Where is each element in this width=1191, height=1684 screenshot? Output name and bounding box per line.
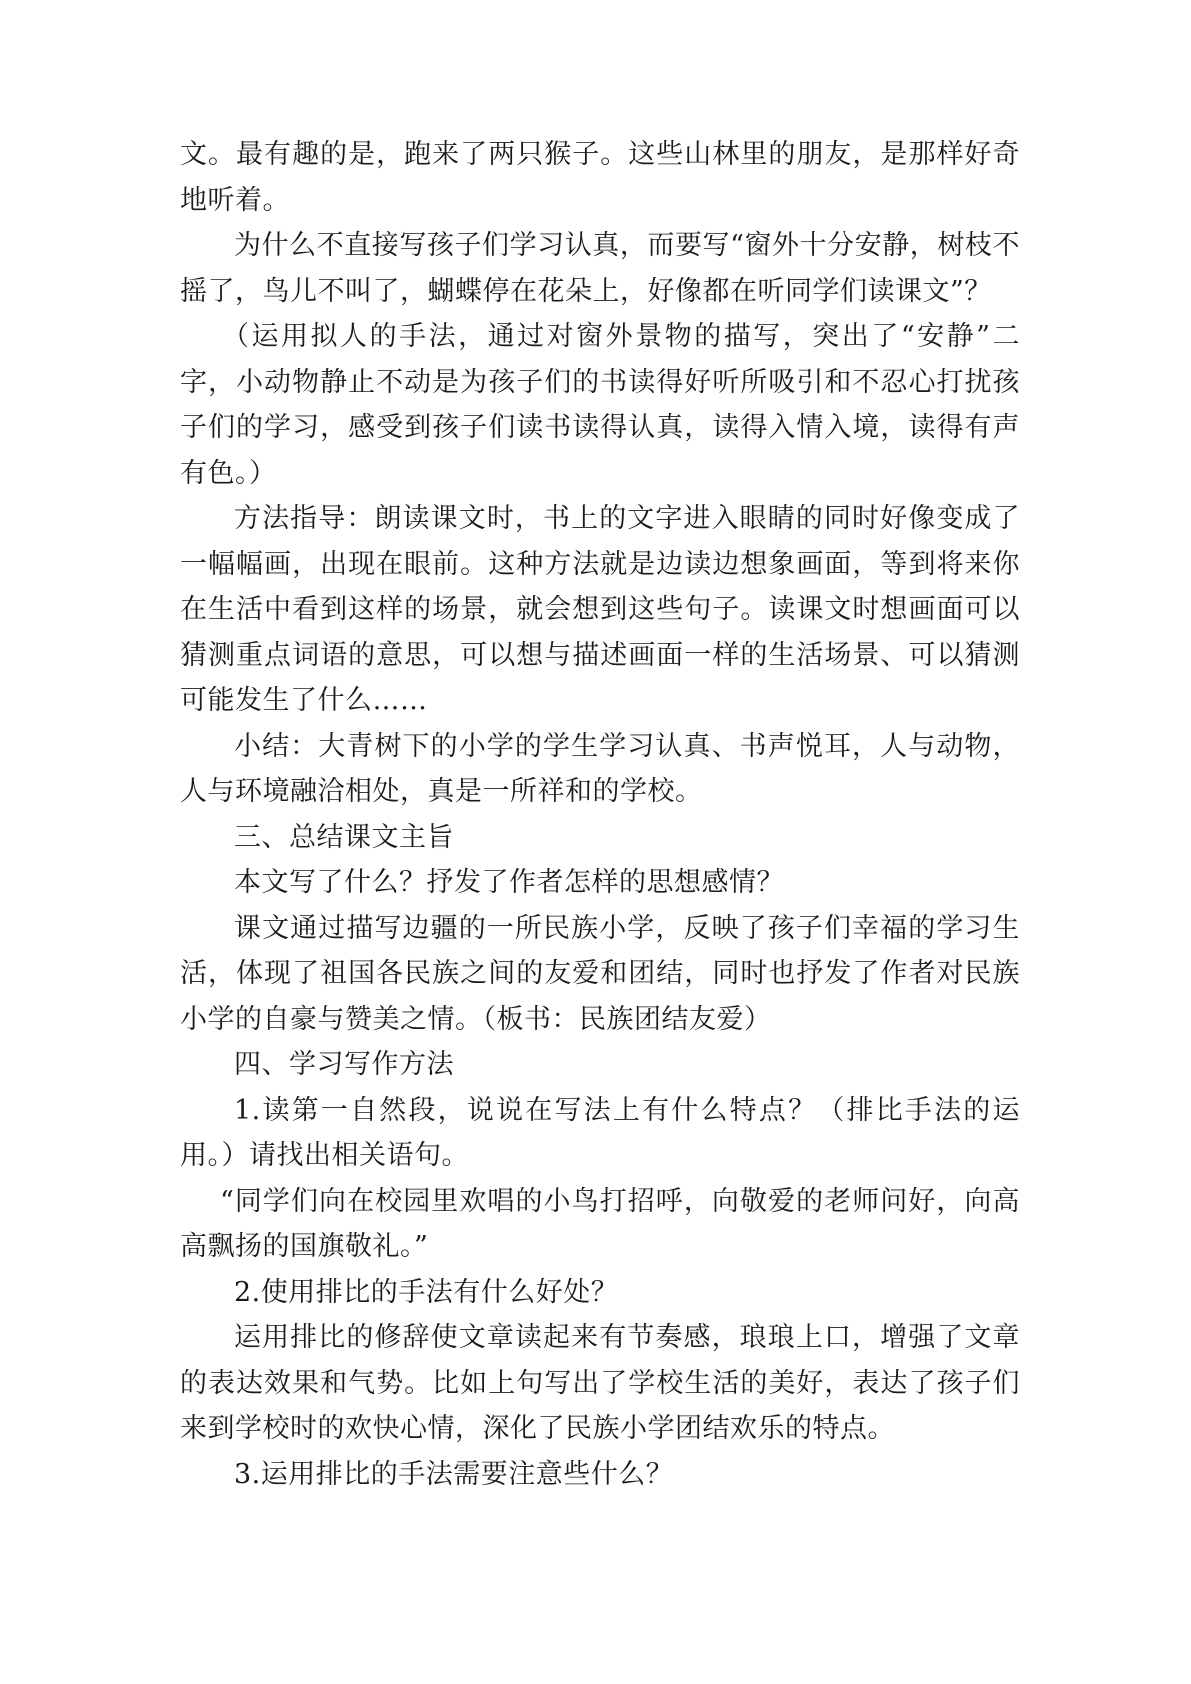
paragraph-item-2-answer: 运用排比的修辞使文章读起来有节奏感，琅琅上口，增强了文章的表达效果和气势。比如上句写出了学校生活的美好，表达了孩子们来到学校时的欢快心情，深化了民族小学团结欢乐的特点。 [180,1322,1020,1444]
document-page [180,132,1020,1497]
section-heading-4: 四、学习写作方法 [234,1049,454,1080]
section-heading-3: 三、总结课文主旨 [234,821,454,853]
paragraph-summary: 小结：大青树下的小学的学生学习认真、书声悦耳，人与动物，人与环境融洽相处，真是一所祥和的学校。 [180,730,1020,807]
paragraph-method-guidance: 方法指导：朗读课文时，书上的文字进入眼睛的同时好像变成了一幅幅画，出现在眼前。这种方法就是边读边想象画面，等到将来你在生活中看到这样的场景，就会想到这些句子。读课文时想画面可以猜测重点词语的意思，可以想与描述画面一样的生活场景、可以猜测可能发生了什么…… [180,503,1020,716]
paragraph-item-1: 1.读第一自然段，说说在写法上有什么特点？（排比手法的运用。）请找出相关语句。 [180,1094,1020,1171]
paragraph-question: 为什么不直接写孩子们学习认真，而要写“窗外十分安静，树枝不摇了，鸟儿不叫了，蝴蝶停在花朵上，好像都在听同学们读课文”？ [180,230,1020,307]
paragraph-answer: （运用拟人的手法，通过对窗外景物的描写，突出了“安静”二字，小动物静止不动是为孩子们的书读得好听所吸引和不忍心打扰孩子们的学习，感受到孩子们读书读得认真，读得入情入境，读得有声有色。） [180,321,1020,489]
paragraph-item-2: 2.使用排比的手法有什么好处？ [234,1276,619,1308]
paragraph-theme-question: 本文写了什么？抒发了作者怎样的思想感情？ [234,867,784,898]
paragraph-item-3: 3.运用排比的手法需要注意些什么？ [234,1458,674,1490]
paragraph-continuation: 文。最有趣的是，跑来了两只猴子。这些山林里的朋友，是那样好奇地听着。 [180,139,1020,216]
paragraph-theme-answer: 课文通过描写边疆的一所民族小学，反映了孩子们幸福的学习生活，体现了祖国各民族之间的友爱和团结，同时也抒发了作者对民族小学的自豪与赞美之情。（板书：民族团结友爱） [180,912,1020,1035]
paragraph-quote: “同学们向在校园里欢唱的小鸟打招呼，向敬爱的老师问好，向高高飘扬的国旗敬礼。” [180,1185,1020,1262]
